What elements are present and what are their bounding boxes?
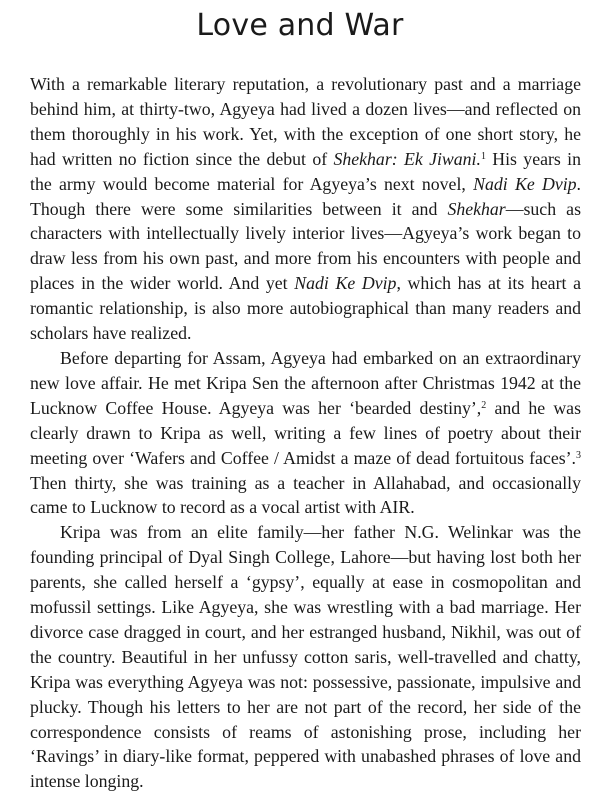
paragraph-3 [30, 520, 581, 794]
text-segment: . Though there were some similarities between it and [30, 173, 581, 219]
body-text [30, 72, 581, 794]
text-segment: Before departing for Assam, Agyeya had embarked on an extraordinary new love affair. He met Kripa Sen the afternoon after Christmas 1942 at the Lucknow Coffee House. Agyeya was her ‘bearded destiny’, [30, 347, 581, 418]
book-title-italic: Shekhar [447, 198, 506, 219]
paragraph-2 [30, 346, 581, 520]
text-segment: Kripa was from an elite family—her father N.G. Welinkar was the founding principal of Dyal Singh College, Lahore—but having lost both her parents, she called herself a ‘gypsy’, equally at ease in cosmopolitan and mofussil settings. Like Agyeya, she was wrestling with a bad marriage. Her divorce case dragged in court, and her estranged husband, Nikhil, was out of the country. Beautiful in her unfussy cotton saris, well-travelled and chatty, Kripa was everything Agyeya was not: possessive, passionate, impulsive and plucky. Though his letters to her are not part of the record, her side of the correspondence consists of reams of astonishing prose, including her ‘Ravings’ in diary-like format, peppered with unabashed phrases of love and intense longing. [30, 522, 581, 792]
text-segment: , which has at its heart a romantic relationship, is also more autobiographical than many readers and scholars have realized. [30, 273, 581, 344]
footnote-marker: 2 [481, 399, 487, 411]
paragraph-1 [30, 72, 581, 346]
text-segment: —such as characters with intellectually lively interior lives—Agyeya’s work began to draw less from his own past, and more from his encounters with people and places in the wider world. And yet [30, 198, 581, 294]
book-title-italic: Shekhar: Ek Jiwani. [333, 148, 481, 169]
text-segment: His years in the army would become material for Agyeya’s next novel, [30, 148, 581, 194]
footnote-marker: 3 [576, 449, 581, 461]
book-title-italic: Nadi Ke Dvip [294, 273, 397, 294]
text-segment: Then thirty, she was training as a teacher in Allahabad, and occasionally came to Lucknow to record as a vocal artist with AIR. [30, 472, 581, 518]
footnote-marker: 1 [480, 150, 486, 162]
chapter-title: Love and War [196, 8, 404, 43]
book-title-italic: Nadi Ke Dvip [473, 173, 577, 194]
text-segment: With a remarkable literary reputation, a revolutionary past and a marriage behind him, at thirty-two, Agyeya had lived a dozen lives—and reflected on them thoroughly in his work. Yet, with the exception of one short story, he had written no fiction since the debut of [30, 74, 581, 169]
text-segment: and he was clearly drawn to Kripa as well, writing a few lines of poetry about their meeting over ‘Wafers and Coffee / Amidst a maze of dead fortuitous faces’. [30, 397, 581, 468]
